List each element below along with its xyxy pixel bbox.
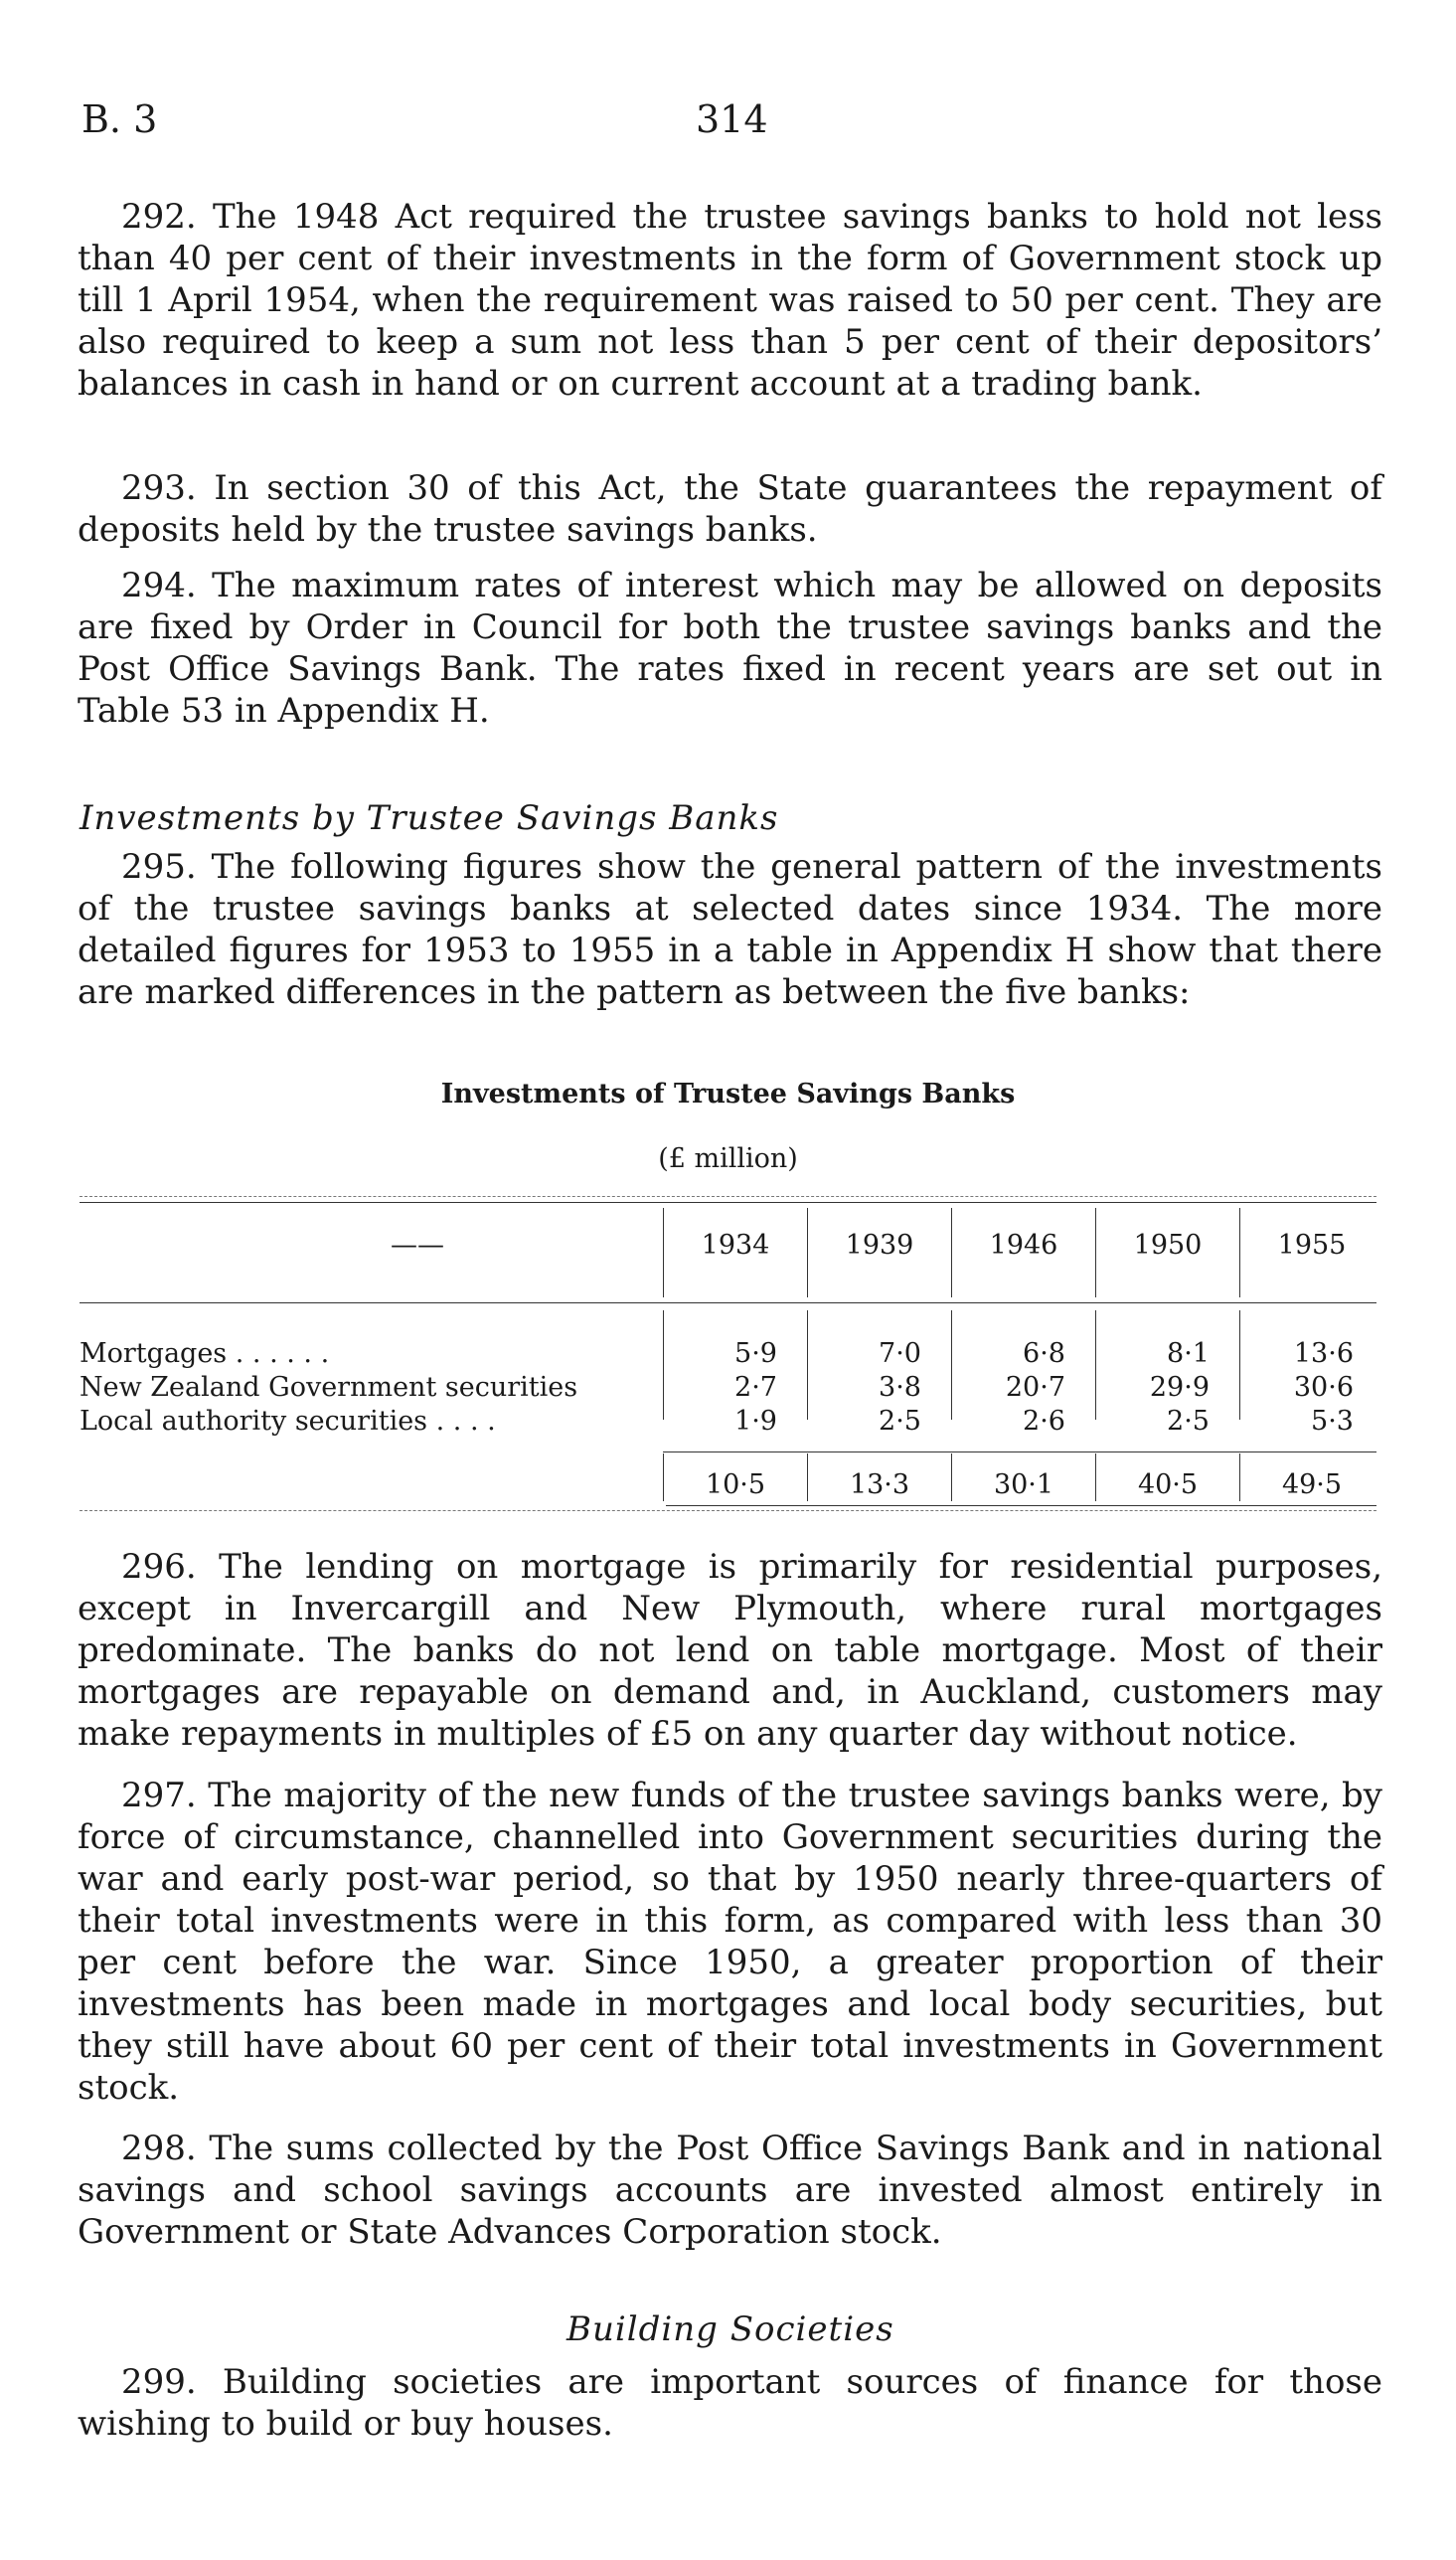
table-title: Investments of Trustee Savings Banks: [440, 1079, 1016, 1109]
table-cell: 29·9: [1149, 1372, 1210, 1403]
table-top-rule: [80, 1196, 1376, 1197]
total-cell: 49·5: [1281, 1469, 1343, 1500]
section-heading-building-societies: Building Societies: [566, 2309, 894, 2349]
column-divider: [1239, 1208, 1240, 1297]
column-divider: [1095, 1208, 1096, 1297]
column-header-1950: 1950: [1133, 1230, 1203, 1261]
paragraph-293: 293. In section 30 of this Act, the State guarantees the repayment of deposits held by the trustee savings banks.: [78, 468, 1382, 550]
column-divider: [951, 1453, 952, 1501]
row-label-mortgages: [80, 1337, 666, 1371]
column-header-1934: 1934: [701, 1230, 770, 1261]
table-cell: 2·7: [734, 1372, 777, 1403]
total-cell: 10·5: [705, 1469, 766, 1500]
column-divider: [807, 1208, 808, 1297]
section-heading-investments: Investments by Trustee Savings Banks: [80, 798, 779, 838]
row-label-nz-government-securities: New Zealand Government securities: [80, 1372, 578, 1403]
table-cell: 2·6: [1023, 1406, 1065, 1437]
column-divider: [951, 1310, 952, 1420]
header-rule: [80, 1302, 1376, 1303]
table-bottom-rule-dashed: [80, 1510, 1376, 1511]
table-cell: 3·8: [879, 1372, 921, 1403]
totals-rule: [663, 1451, 1376, 1452]
paragraph-298: 298. The sums collected by the Post Office Savings Bank and in national savings and school savings accounts are invested almost entirely in Government or State Advances Corporation stock.: [78, 2129, 1382, 2252]
total-cell: 40·5: [1137, 1469, 1199, 1500]
paragraph-292: 292. The 1948 Act required the trustee savings banks to hold not less than 40 per cent of their investments in the form of Government stock up till 1 April 1954, when the requirement was raised to 50 per cent. They are also required to keep a sum not less than 5 per cent of their depositors’ balances in cash in hand or on current account at a trading bank.: [78, 197, 1382, 404]
column-divider: [1239, 1453, 1240, 1501]
table-cell: 13·6: [1293, 1338, 1354, 1369]
page-number: 314: [696, 97, 768, 141]
table-unit: (£ million): [658, 1143, 798, 1174]
column-header-1946: 1946: [989, 1230, 1058, 1261]
column-divider: [663, 1453, 664, 1501]
paragraph-299: 299. Building societies are important sources of finance for those wishing to build or buy houses.: [78, 2362, 1382, 2444]
column-divider: [951, 1208, 952, 1297]
document-reference: B. 3: [81, 97, 158, 141]
table-bottom-rule: [666, 1505, 1376, 1506]
table-cell: 6·8: [1023, 1338, 1065, 1369]
column-divider: [1095, 1310, 1096, 1420]
paragraph-295: 295. The following figures show the general pattern of the investments of the trustee savings banks at selected dates since 1934. The more detailed figures for 1953 to 1955 in a table in Appendix H show that there are marked differences in the pattern as between the five banks:: [78, 847, 1382, 1012]
table-cell: 30·6: [1293, 1372, 1354, 1403]
paragraph-294: 294. The maximum rates of interest which may be allowed on deposits are fixed by Order in Council for both the trustee savings banks and the Post Office Savings Bank. The rates fixed in recent years are set out in Table 53 in Appendix H.: [78, 566, 1382, 731]
table-cell: 5·9: [734, 1338, 777, 1369]
total-cell: 13·3: [849, 1469, 910, 1500]
table-cell: 2·5: [1167, 1406, 1210, 1437]
column-divider: [807, 1310, 808, 1420]
table-cell: 5·3: [1311, 1406, 1354, 1437]
stub-header: ——: [391, 1230, 444, 1261]
total-cell: 30·1: [993, 1469, 1054, 1500]
column-divider: [1095, 1453, 1096, 1501]
column-divider: [807, 1453, 808, 1501]
table-cell: 2·5: [879, 1406, 921, 1437]
row-label-text: Mortgages . . . . . .: [80, 1338, 330, 1369]
table-cell: 20·7: [1005, 1372, 1065, 1403]
table-cell: 1·9: [734, 1406, 777, 1437]
column-header-1955: 1955: [1277, 1230, 1347, 1261]
paragraph-296: 296. The lending on mortgage is primarily for residential purposes, except in Invercargill and New Plymouth, where rural mortgages predominate. The banks do not lend on table mortgage. Most of their mortgages are repayable on demand and, in Auckland, customers may make repayments in multiples of £5 on any quarter day without notice.: [78, 1547, 1382, 1754]
table-top-rule-inner: [80, 1202, 1376, 1203]
paragraph-297: 297. The majority of the new funds of the trustee savings banks were, by force of circumstance, channelled into Government securities during the war and early post-war period, so that by 1950 nearly three-quarters of their total investments were in this form, as compared with less than 30 per cent before the war. Since 1950, a greater proportion of their investments has been made in mortgages and local body securities, but they still have about 60 per cent of their total investments in Government stock.: [78, 1776, 1382, 2108]
row-label-local-authority-securities: Local authority securities . . . .: [80, 1406, 496, 1437]
column-divider: [1239, 1310, 1240, 1420]
table-cell: 8·1: [1167, 1338, 1210, 1369]
column-divider: [663, 1208, 664, 1297]
table-cell: 7·0: [879, 1338, 921, 1369]
column-header-1939: 1939: [845, 1230, 914, 1261]
